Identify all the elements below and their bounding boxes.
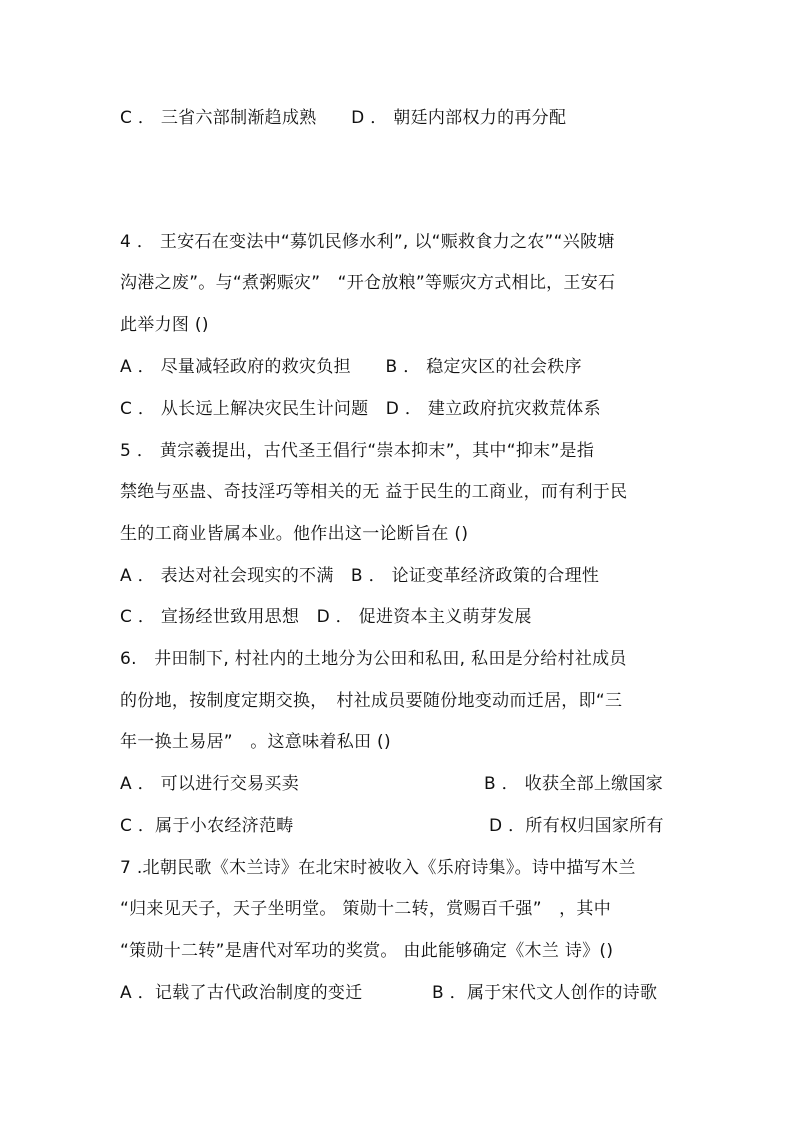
q7-option-b: B ．属于宋代文人创作的诗歌	[432, 983, 658, 1003]
q7-stem-line-3: “策勋十二转”是唐代对军功的奖赏。 由此能够确定《木兰 诗》()	[120, 941, 614, 961]
q4-stem-line-1: 4 ． 王安石在变法中“募饥民修水利”, 以“赈救食力之农”“兴陂塘	[120, 232, 615, 252]
q5-stem-line-2: 禁绝与巫蛊、奇技淫巧等相关的无 益于民生的工商业，而有利于民	[120, 482, 628, 502]
q6-option-a: A ． 可以进行交易买卖	[120, 774, 300, 794]
q5-options-ab: A ． 表达对社会现实的不满 B ． 论证变革经济政策的合理性	[120, 566, 600, 586]
q7-stem-line-2: “归来见天子，天子坐明堂。 策勋十二转，赏赐百千强” ，其中	[120, 899, 612, 919]
q3-options-cd: C ． 三省六部制渐趋成熟 D ． 朝廷内部权力的再分配	[120, 108, 567, 128]
q4-stem-line-3: 此举力图 ()	[120, 315, 209, 335]
q6-option-d: D ．所有权归国家所有	[489, 816, 664, 836]
q4-options-cd: C ． 从长远上解决灾民生计问题 D ． 建立政府抗灾救荒体系	[120, 399, 601, 419]
q4-stem-line-2: 沟港之废”。与“煮粥赈灾” “开仓放粮”等赈灾方式相比，王安石	[120, 273, 616, 293]
q7-stem-line-1: 7 .北朝民歌《木兰诗》在北宋时被收入《乐府诗集》。诗中描写木兰	[120, 858, 636, 878]
q6-option-c: C ．属于小农经济范畴	[120, 816, 294, 836]
q5-options-cd: C ． 宣扬经世致用思想 D ． 促进资本主义萌芽发展	[120, 607, 532, 627]
q4-options-ab: A ． 尽量减轻政府的救灾负担 B ． 稳定灾区的社会秩序	[120, 357, 582, 377]
q6-option-b: B ． 收获全部上缴国家	[484, 774, 664, 794]
q7-option-a: A ．记载了古代政治制度的变迁	[120, 983, 363, 1003]
q6-stem-line-3: 年一换土易居” 。这意味着私田 ()	[120, 732, 391, 752]
q6-stem-line-1: 6. 井田制下, 村社内的土地分为公田和私田, 私田是分给村社成员	[120, 649, 627, 669]
q6-stem-line-2: 的份地，按制度定期交换， 村社成员要随份地变动而迁居，即“三	[120, 691, 623, 711]
q5-stem-line-1: 5 ． 黄宗羲提出，古代圣王倡行“崇本抑末”，其中“抑末”是指	[120, 441, 595, 461]
q5-stem-line-3: 生的工商业皆属本业。他作出这一论断旨在 ()	[120, 524, 469, 544]
